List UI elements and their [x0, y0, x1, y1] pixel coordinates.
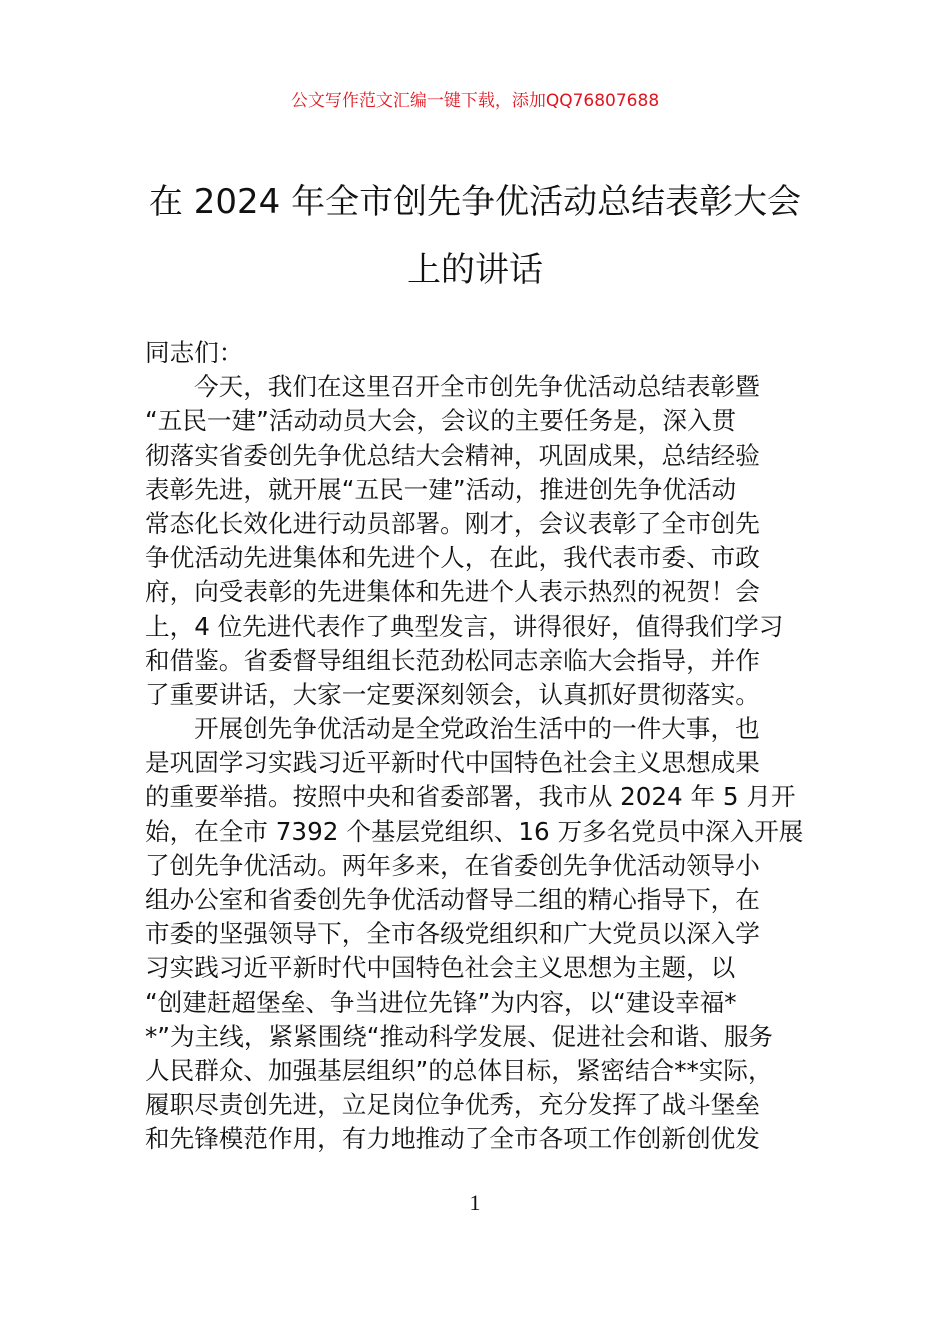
paragraph-1-line: 争优活动先进集体和先进个人，在此，我代表市委、市政 [145, 543, 760, 573]
paragraph-1-line: 彻落实省委创先争优总结大会精神，巩固成果，总结经验 [145, 440, 760, 470]
paragraph-1-line: 上，4 位先进代表作了典型发言，讲得很好，值得我们学习 [145, 611, 784, 641]
document-body [145, 336, 810, 1157]
paragraph-2-line: 是巩固学习实践习近平新时代中国特色社会主义思想成果 [145, 748, 760, 778]
salutation: 同志们： [145, 338, 244, 367]
paragraph-2-line: 人民群众、加强基层组织”的总体目标，紧密结合**实际， [145, 1055, 773, 1085]
paragraph-2-line: 始，在全市 7392 个基层党组织、16 万多名党员中深入开展 [145, 816, 804, 846]
paragraph-2-line: 的重要举措。按照中央和省委部署，我市从 2024 年 5 月开 [145, 782, 796, 812]
document-title [120, 168, 830, 304]
paragraph-1-line: 今天，我们在这里召开全市创先争优活动总结表彰暨 [194, 372, 760, 402]
paragraph-2-line: 了创先争优活动。两年多来，在省委创先争优活动领导小 [145, 850, 760, 880]
download-banner: 公文写作范文汇编一键下载，添加QQ76807688 [290, 91, 660, 111]
paragraph-2-line: *”为主线，紧紧围绕“推动科学发展、促进社会和谐、服务 [145, 1021, 774, 1051]
title-line-2: 上的讲话 [407, 250, 543, 290]
paragraph-2-line: “创建赶超堡垒、争当进位先锋”为内容，以“建设幸福* [145, 987, 737, 1017]
paragraph-2-line: 组办公室和省委创先争优活动督导二组的精心指导下，在 [145, 885, 760, 914]
paragraph-2-line: 习实践习近平新时代中国特色社会主义思想为主题，以 [145, 953, 736, 983]
paragraph-1-line: 表彰先进，就开展“五民一建”活动，推进创先争优活动 [145, 474, 737, 504]
paragraph-2-line: 履职尽责创先进，立足岗位争优秀，充分发挥了战斗堡垒 [145, 1090, 760, 1120]
title-line-1: 在 2024 年全市创先争优活动总结表彰大会 [148, 182, 802, 222]
page-number: 1 [469, 1190, 481, 1215]
paragraph-2-line: 市委的坚强领导下，全市各级党组织和广大党员以深入学 [145, 919, 760, 949]
paragraph-1-line: 常态化长效化进行动员部署。刚才，会议表彰了全市创先 [145, 508, 760, 538]
paragraph-1-line: 府，向受表彰的先进集体和先进个人表示热烈的祝贺！会 [145, 577, 760, 607]
paragraph-2-line: 和先锋模范作用，有力地推动了全市各项工作创新创优发 [145, 1124, 760, 1154]
paragraph-1-line: 了重要讲话，大家一定要深刻领会，认真抓好贯彻落实。 [145, 679, 760, 709]
paragraph-1-line: 和借鉴。省委督导组组长范劲松同志亲临大会指导，并作 [145, 645, 760, 675]
paragraph-1-line: “五民一建”活动动员大会，会议的主要任务是，深入贯 [145, 406, 737, 436]
paragraph-2-line: 开展创先争优活动是全党政治生活中的一件大事，也 [194, 714, 760, 744]
